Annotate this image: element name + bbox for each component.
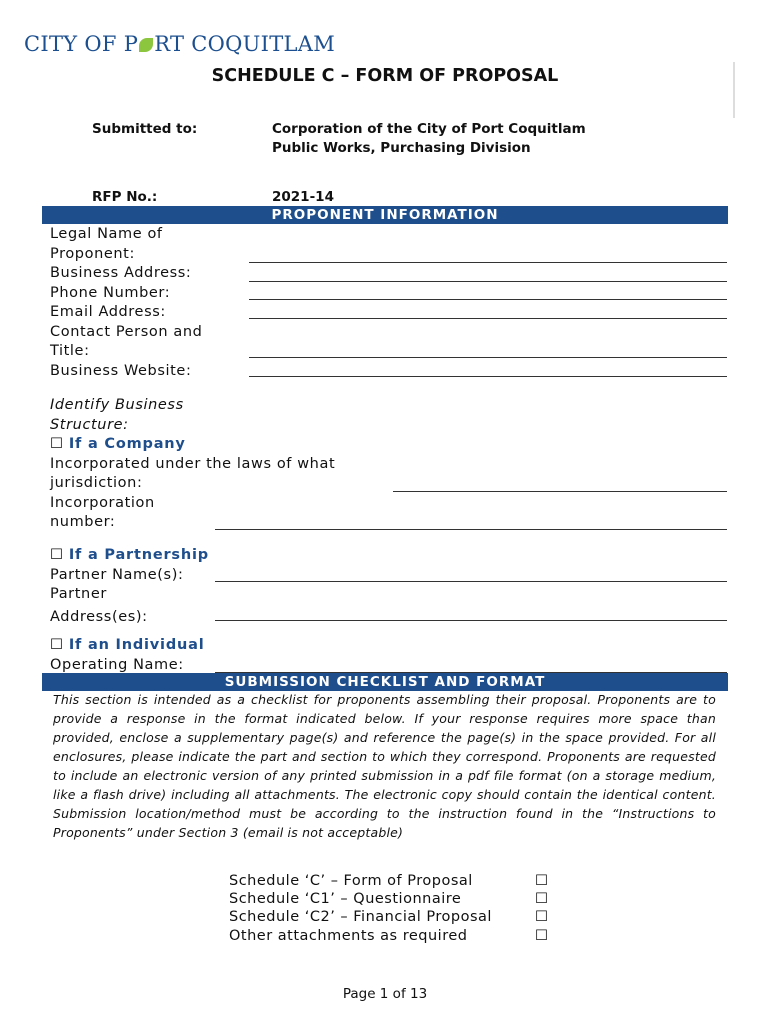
page-title: SCHEDULE C – FORM OF PROPOSAL xyxy=(211,66,559,86)
company-incorp-2: number: xyxy=(50,514,116,530)
submitted-to-line-2: Public Works, Purchasing Division xyxy=(272,140,531,156)
business-website-input[interactable] xyxy=(249,376,727,377)
partner-address-2: Address(es): xyxy=(50,608,148,625)
field-contact-person-2: Title: xyxy=(50,343,90,359)
checklist-checkbox[interactable]: ☐ xyxy=(535,891,549,908)
page-number: Page 1 of 13 xyxy=(342,986,428,1002)
company-section xyxy=(50,435,335,533)
company-jurisdiction-2: jurisdiction: xyxy=(50,475,143,491)
field-phone-number: Phone Number: xyxy=(50,284,171,301)
phone-number-input[interactable] xyxy=(249,299,727,300)
structure-heading xyxy=(50,396,184,435)
submitted-to-line-1: Corporation of the City of Port Coquitlam xyxy=(272,121,586,137)
individual-label: If an Individual xyxy=(68,637,205,653)
checklist-checkbox[interactable]: ☐ xyxy=(535,873,549,889)
checklist-item-label: Schedule ‘C’ – Form of Proposal xyxy=(229,873,473,889)
logo-text-2: RT COQUITLAM xyxy=(154,32,336,56)
email-address-input[interactable] xyxy=(249,318,727,319)
checklist-item xyxy=(229,908,559,926)
checklist-item xyxy=(229,872,559,890)
company-jurisdiction-1: Incorporated under the laws of what xyxy=(50,455,336,472)
field-legal-name-2: Proponent: xyxy=(50,245,135,262)
field-contact-person-1: Contact Person and xyxy=(50,323,203,340)
rfp-label: RFP No.: xyxy=(92,189,158,205)
contact-person-input[interactable] xyxy=(249,357,727,358)
field-legal-name-1: Legal Name of xyxy=(50,226,163,242)
individual-checkbox[interactable]: ☐ xyxy=(50,637,64,653)
checklist-item xyxy=(229,927,559,945)
partnership-section xyxy=(50,546,209,627)
checklist-checkbox[interactable]: ☐ xyxy=(535,909,549,926)
submission-heading: SUBMISSION CHECKLIST AND FORMAT xyxy=(42,673,728,691)
logo-text-1: CITY OF P xyxy=(24,32,139,56)
checklist-item-label: Schedule ‘C2’ – Financial Proposal xyxy=(229,909,492,926)
partnership-checkbox[interactable]: ☐ xyxy=(50,547,64,563)
proponent-info-heading: PROPONENT INFORMATION xyxy=(42,206,728,224)
company-label: If a Company xyxy=(68,436,186,452)
partner-names-label: Partner Name(s): xyxy=(50,566,184,583)
field-email-address: Email Address: xyxy=(50,304,166,320)
company-checkbox[interactable]: ☐ xyxy=(50,436,64,452)
checklist-item-label: Schedule ‘C1’ – Questionnaire xyxy=(229,891,462,908)
business-address-input[interactable] xyxy=(249,281,727,282)
structure-heading-2: Structure: xyxy=(50,416,129,433)
checklist-item-label: Other attachments as required xyxy=(229,927,468,944)
partner-address-1: Partner xyxy=(50,586,107,602)
submission-checklist xyxy=(229,872,559,945)
partner-address-input[interactable] xyxy=(215,620,727,621)
company-incorp-1: Incorporation xyxy=(50,494,155,511)
partnership-label: If a Partnership xyxy=(68,547,209,563)
submitted-to-label: Submitted to: xyxy=(92,121,198,137)
city-logo xyxy=(24,32,335,56)
field-business-address: Business Address: xyxy=(50,265,192,281)
field-business-website: Business Website: xyxy=(50,362,192,379)
rfp-number: 2021-14 xyxy=(272,189,334,205)
checklist-checkbox[interactable]: ☐ xyxy=(535,927,549,944)
checklist-item xyxy=(229,890,559,908)
operating-name-label: Operating Name: xyxy=(50,656,184,673)
jurisdiction-input[interactable] xyxy=(393,491,727,492)
partner-names-input[interactable] xyxy=(215,581,727,582)
submission-intro: This section is intended as a checklist for proponents assembling their proposal. Proponents are to provide a response in the format indicated below. If your response requires more space than provided, enclose a supplementary page(s) and reference the page(s) in the space provided. For all enclosures, please indicate the part and section to which they correspond. Proponents are requested to include an electronic version of any printed submission in a pdf file format (on a storage medium, like a flash drive) including all attachments. The electronic copy should contain the identical content. Submission location/method must be according to the instruction found in the “Instructions to Proponents” under Section 3 (email is not acceptable) xyxy=(53,692,716,840)
legal-name-input[interactable] xyxy=(249,262,727,263)
incorporation-number-input[interactable] xyxy=(215,529,727,530)
structure-heading-1: Identify Business xyxy=(50,397,184,413)
proponent-fields xyxy=(50,225,202,381)
leaf-icon xyxy=(139,38,153,52)
individual-section xyxy=(50,636,204,675)
